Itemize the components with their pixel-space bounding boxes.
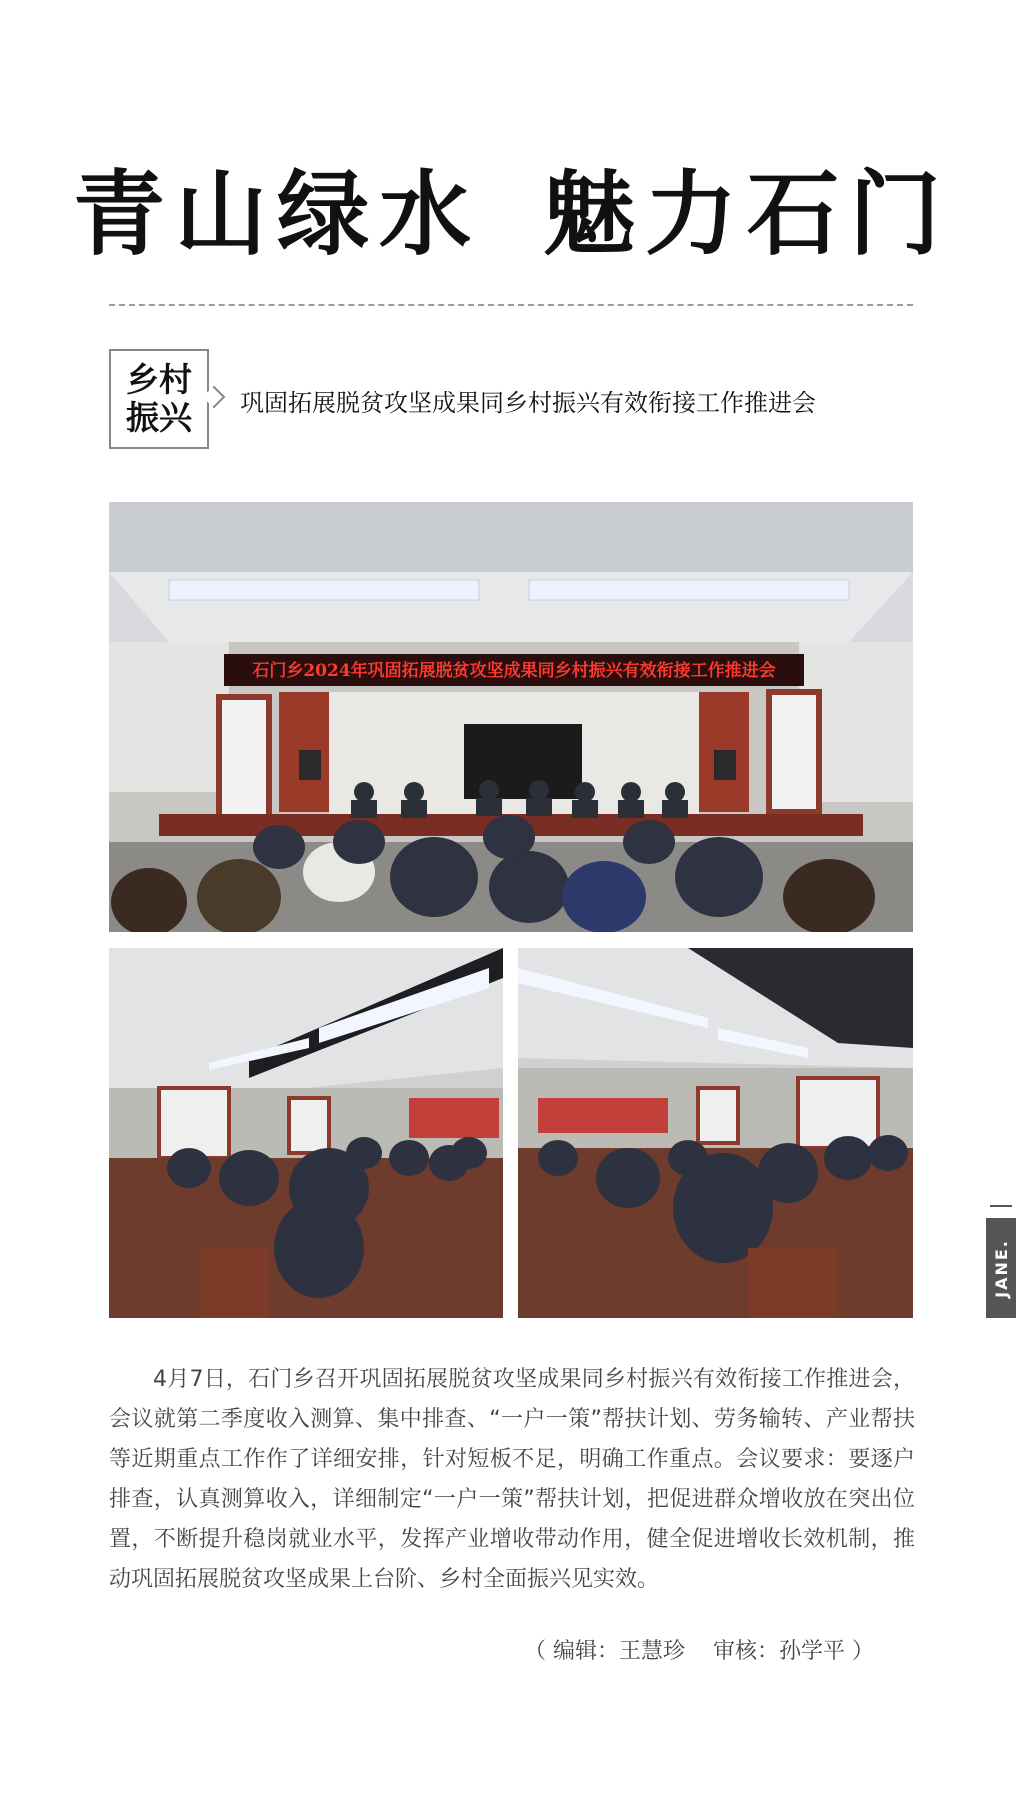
side-tab-rule [990, 1205, 1012, 1207]
side-tab [986, 1218, 1016, 1318]
section-title: 巩固拓展脱贫攻坚成果同乡村振兴有效衔接工作推进会 [240, 389, 816, 417]
page-title: 青山绿水 魅力石门 [72, 161, 952, 268]
meeting-photo-left [109, 948, 503, 1318]
dashed-divider [109, 304, 913, 306]
meeting-banner-text: 石门乡2024年巩固拓展脱贫攻坚成果同乡村振兴有效衔接工作推进会 [252, 661, 776, 681]
section-badge [109, 349, 209, 449]
section-badge-line2: 振兴 [126, 398, 192, 437]
meeting-photo-main [109, 502, 913, 932]
side-tab-label: JANE. [991, 1238, 1011, 1298]
article-body: 4月7日，石门乡召开巩固拓展脱贫攻坚成果同乡村振兴有效衔接工作推进会，会议就第二季度收入测算、集中排查、“一户一策”帮扶计划、劳务输转、产业帮扶等近期重点工作作了详细安排，针对短板不足，明确工作重点。会议要求：要逐户排查，认真测算收入，详细制定“一户一策”帮扶计划，把促进群众增收放在突出位置，不断提升稳岗就业水平，发挥产业增收带动作用，健全促进增收长效机制，推动巩固拓展脱贫攻坚成果上台阶、乡村全面振兴见实效。 [109, 1367, 915, 1592]
meeting-photo-right [518, 948, 913, 1318]
section-badge-line1: 乡村 [126, 360, 192, 399]
article-credits: （ 编辑：王慧珍 审核：孙学平 ） [524, 1639, 874, 1664]
